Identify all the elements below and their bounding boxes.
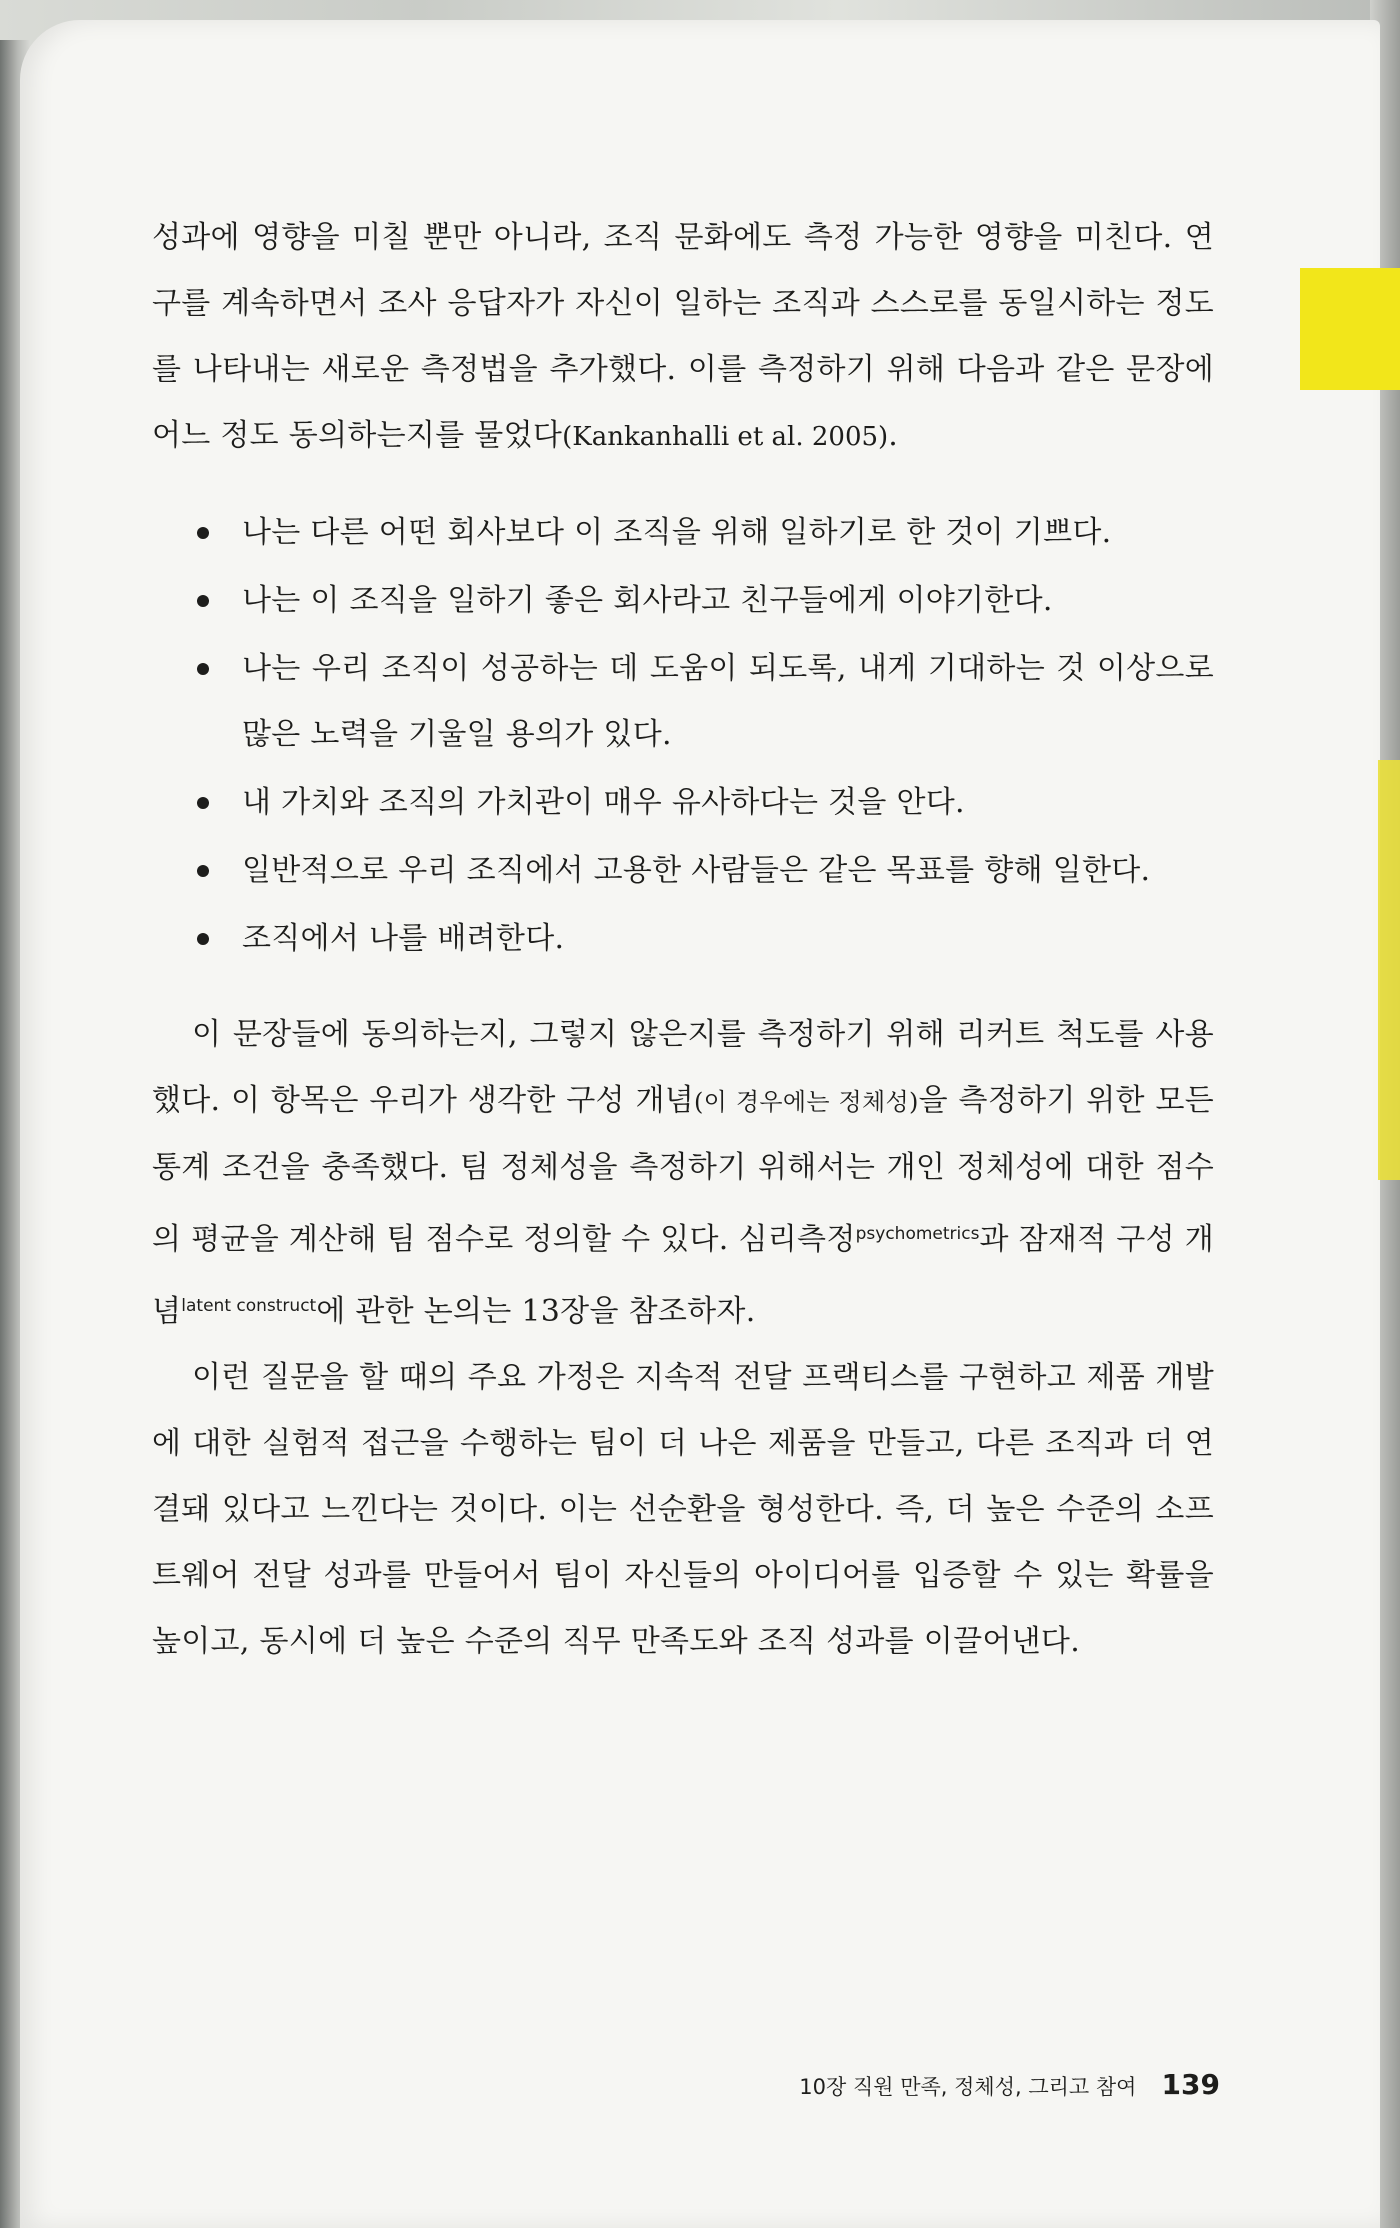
paragraph-2 bbox=[152, 1002, 1214, 1345]
paragraph-2-part-2: 을 측정하기 위한 모든 통계 조건을 충족했다. 팀 정체성을 측정하기 위해서는 개인 정체성에 대한 점수의 평균을 계산해 팀 점수로 정의할 수 있다. 심리측정 bbox=[152, 1083, 1215, 1257]
page-number: 139 bbox=[1161, 2068, 1220, 2101]
list-item bbox=[152, 838, 1214, 904]
list-item bbox=[152, 770, 1214, 836]
paragraph-1 bbox=[152, 205, 1214, 470]
sticky-note-flag bbox=[1300, 268, 1400, 390]
list-item-text: 나는 우리 조직이 성공하는 데 도움이 되도록, 내게 기대하는 것 이상으로 많은 노력을 기울일 용의가 있다. bbox=[242, 651, 1214, 752]
paragraph-1-text: 성과에 영향을 미칠 뿐만 아니라, 조직 문화에도 측정 가능한 영향을 미친다. 연구를 계속하면서 조사 응답자가 자신이 일하는 조직과 스스로를 동일시하는 정도를 나타내는 새로운 측정법을 추가했다. 이를 측정하기 위해 다음과 같은 문장에 어느 정도 동의하는지를 물었다 bbox=[152, 220, 1214, 453]
bullet-dot-icon bbox=[197, 595, 209, 607]
list-item-text: 내 가치와 조직의 가치관이 매우 유사하다는 것을 안다. bbox=[242, 785, 965, 820]
page-body bbox=[152, 205, 1214, 1675]
bullet-dot-icon bbox=[197, 797, 209, 809]
paragraph-3: 이런 질문을 할 때의 주요 가정은 지속적 전달 프랙티스를 구현하고 제품 개발에 대한 실험적 접근을 수행하는 팀이 더 나은 제품을 만들고, 다른 조직과 더 연결돼 있다고 느낀다는 것이다. 이는 선순환을 형성한다. 즉, 더 높은 수준의 소프트웨어 전달 성과를 만들어서 팀이 자신들의 아이디어를 입증할 수 있는 확률을 높이고, 동시에 더 높은 수준의 직무 만족도와 조직 성과를 이끌어낸다. bbox=[152, 1360, 1214, 1659]
paragraph-1-end: . bbox=[888, 418, 899, 453]
paragraph-2-note: (이 경우에는 정체성) bbox=[694, 1088, 919, 1116]
term-latent-construct: latent construct bbox=[181, 1296, 317, 1316]
citation: (Kankanhalli et al. 2005) bbox=[562, 422, 889, 452]
list-item bbox=[152, 906, 1214, 972]
term-psychometrics: psychometrics bbox=[855, 1224, 980, 1244]
bullet-dot-icon bbox=[197, 663, 209, 675]
list-item-text: 나는 다른 어떤 회사보다 이 조직을 위해 일하기로 한 것이 기쁘다. bbox=[242, 515, 1112, 550]
sticky-note-tab bbox=[1378, 760, 1400, 1180]
page-footer bbox=[760, 2068, 1220, 2108]
running-footer-chapter: 10장 직원 만족, 정체성, 그리고 참여 bbox=[799, 2075, 1137, 2099]
paragraph-2-part-1: 이 문장들에 동의하는지, 그렇지 않은지를 측정하기 위해 리커트 척도를 사용했다. 이 항목은 우리가 생각한 구성 개념 bbox=[152, 1017, 1214, 1118]
paragraph-2-part-3: 과 잠재적 구성 개념 bbox=[152, 1222, 1214, 1329]
paragraph-2-part-4: 에 관한 논의는 13장을 참조하자. bbox=[316, 1294, 756, 1329]
list-item bbox=[152, 500, 1214, 566]
list-item bbox=[152, 636, 1214, 768]
bullet-list bbox=[152, 500, 1214, 972]
list-item-text: 나는 이 조직을 일하기 좋은 회사라고 친구들에게 이야기한다. bbox=[242, 583, 1053, 618]
bullet-dot-icon bbox=[197, 865, 209, 877]
bullet-dot-icon bbox=[197, 933, 209, 945]
list-item-text: 일반적으로 우리 조직에서 고용한 사람들은 같은 목표를 향해 일한다. bbox=[242, 853, 1151, 888]
list-item bbox=[152, 568, 1214, 634]
bullet-dot-icon bbox=[197, 527, 209, 539]
list-item-text: 조직에서 나를 배려한다. bbox=[242, 921, 565, 956]
